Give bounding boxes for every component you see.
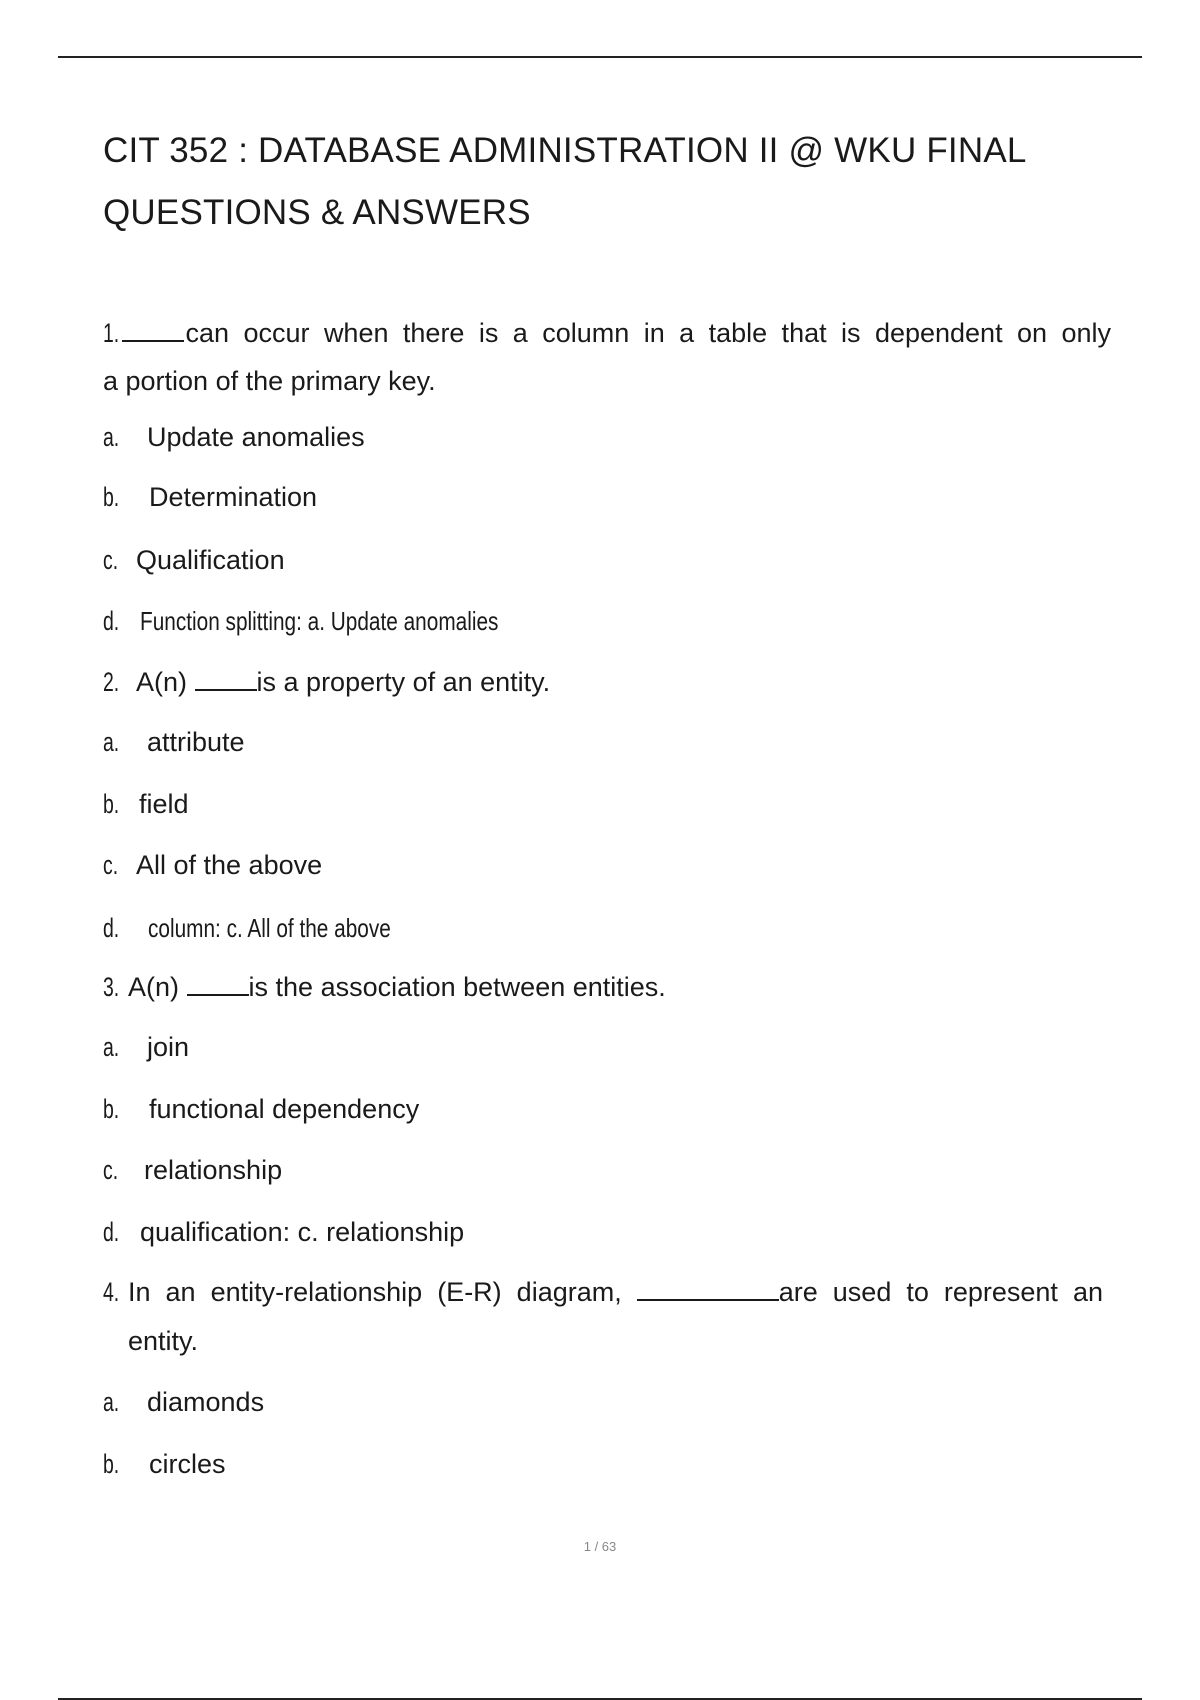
answer-blank: [122, 339, 184, 342]
answer-blank: [195, 688, 257, 691]
question-2-option-d: [103, 911, 452, 945]
option-text: join: [147, 1032, 190, 1062]
question-2-option-a: [103, 725, 245, 759]
option-letter: d.: [103, 913, 120, 943]
option-text: circles: [149, 1449, 226, 1479]
top-rule: [58, 56, 1142, 58]
option-letter: a.: [103, 1032, 120, 1062]
question-stem-text: can occur when there is a column in a table that is dependent on only: [185, 318, 1111, 348]
option-letter: a.: [103, 727, 120, 757]
question-3-option-b: [103, 1092, 419, 1126]
question-4-stem-line-1: [103, 1275, 1103, 1309]
question-1-option-a: [103, 420, 365, 454]
question-1-option-d: [103, 604, 588, 638]
option-letter: d.: [103, 606, 120, 636]
option-text: column: c. All of the above: [148, 913, 391, 943]
answer-blank: [637, 1298, 779, 1301]
question-2-option-b: [103, 787, 189, 821]
question-number: 3.: [103, 972, 120, 1002]
option-text: Update anomalies: [147, 422, 365, 452]
option-text: field: [139, 789, 189, 819]
option-letter: a.: [103, 422, 120, 452]
option-letter: d.: [103, 1217, 120, 1247]
option-text: functional dependency: [149, 1094, 420, 1124]
title-line-2: QUESTIONS & ANSWERS: [103, 193, 531, 232]
stem-suffix: is a property of an entity.: [256, 667, 551, 697]
question-2-stem: [103, 665, 550, 699]
document-title: [103, 120, 1123, 244]
question-1-option-b: [103, 480, 317, 514]
option-letter: c.: [103, 850, 119, 880]
option-text: Qualification: [136, 545, 285, 575]
question-3-stem: [103, 970, 666, 1004]
option-text: attribute: [147, 727, 245, 757]
question-2-option-c: [103, 848, 322, 882]
question-4-option-a: [103, 1385, 264, 1419]
question-3-option-a: [103, 1030, 189, 1064]
question-4-stem-line-2: entity.: [128, 1326, 199, 1356]
question-3-option-d: [103, 1215, 464, 1249]
option-letter: a.: [103, 1387, 120, 1417]
option-letter: c.: [103, 545, 119, 575]
question-number: 2.: [103, 667, 120, 697]
question-4-option-b: [103, 1447, 226, 1481]
answer-blank: [187, 993, 249, 996]
question-number: 1.: [103, 318, 120, 348]
option-letter: c.: [103, 1155, 119, 1185]
option-text: relationship: [144, 1155, 283, 1185]
stem-prefix: A(n): [128, 972, 180, 1002]
stem-prefix: In an entity-relationship (E-R) diagram,: [128, 1277, 622, 1307]
option-letter: b.: [103, 1094, 120, 1124]
option-text: qualification: c. relationship: [140, 1217, 465, 1247]
option-letter: b.: [103, 482, 120, 512]
question-1-option-c: [103, 543, 285, 577]
question-1-stem-line-1: [103, 316, 1111, 350]
stem-prefix: A(n): [136, 667, 188, 697]
question-3-option-c: [103, 1153, 282, 1187]
option-text: Determination: [149, 482, 318, 512]
option-letter: b.: [103, 789, 120, 819]
option-letter: b.: [103, 1449, 120, 1479]
option-text: Function splitting: a. Update anomalies: [140, 606, 499, 636]
option-text: diamonds: [147, 1387, 265, 1417]
stem-suffix: are used to represent an: [778, 1277, 1103, 1307]
page-number: 1 / 63: [583, 1539, 617, 1554]
title-line-1: CIT 352 : DATABASE ADMINISTRATION II @ WKU FINAL: [103, 131, 1027, 170]
option-text: All of the above: [136, 850, 323, 880]
question-number: 4.: [103, 1277, 120, 1307]
question-1-stem-line-2: a portion of the primary key.: [103, 366, 436, 396]
stem-suffix: is the association between entities.: [248, 972, 666, 1002]
